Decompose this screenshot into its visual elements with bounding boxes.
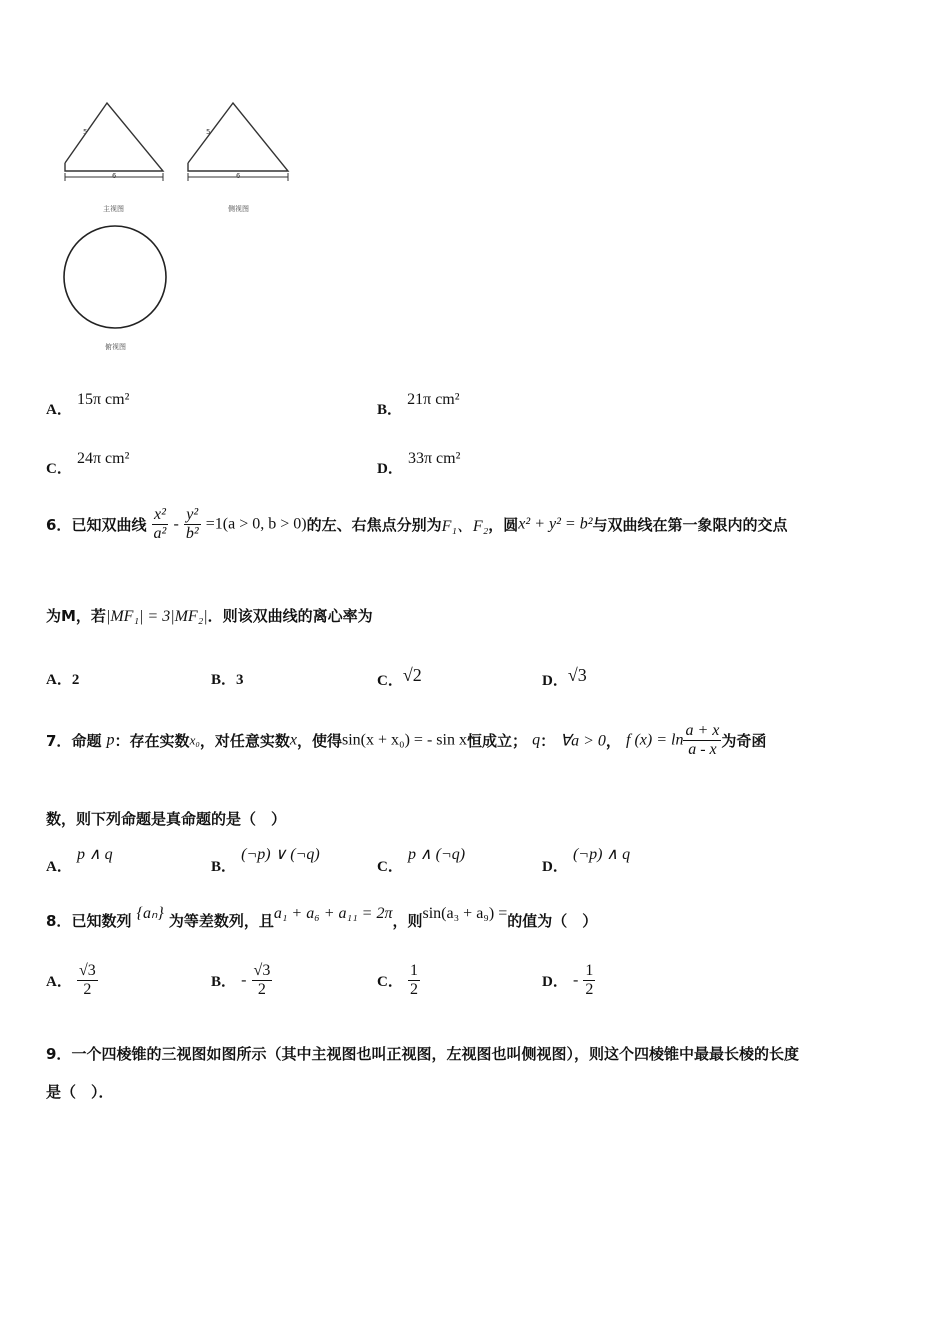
q6-number: 6．: [46, 516, 72, 534]
q6-circle: x² + y² = b²: [518, 515, 593, 533]
q5-option-d[interactable]: [377, 447, 461, 477]
q6-minus: -: [173, 515, 179, 533]
q8-option-b-num: √3: [253, 962, 271, 979]
front-view-caption: 主视图: [103, 205, 124, 213]
q7-text-8: 为奇函: [721, 732, 767, 750]
q5-option-a-value: 15π cm²: [76, 391, 130, 408]
q7-x: x: [289, 731, 297, 749]
q5-option-c-value: 24π cm²: [76, 450, 130, 467]
q7-text-5: 恒成立；: [466, 732, 527, 750]
q6-text-5: 为M，若: [46, 607, 106, 625]
top-view-circle: [64, 226, 166, 328]
q8-option-b-den: 2: [257, 981, 266, 998]
q6-text-2: 的左、右焦点分别为: [306, 516, 442, 534]
q6-text-4: 与双曲线在第一象限内的交点: [592, 516, 788, 534]
q7-text-1: 命题: [71, 732, 102, 750]
side-base-label: 6: [236, 172, 241, 180]
q6-option-c-label: C．: [377, 673, 403, 689]
q7-option-c-value: p ∧ (¬q): [407, 846, 466, 863]
q9-number: 9．: [46, 1045, 72, 1063]
q7-stem-line1: [46, 722, 916, 768]
q7-option-d[interactable]: [542, 843, 631, 875]
q6-option-d-label: D．: [542, 673, 568, 689]
q8-option-a-label: A．: [46, 974, 72, 990]
q6-text-3: ，圆: [488, 516, 519, 534]
q6-frac-x-num: x²: [152, 506, 169, 525]
q6-stem-line1: [46, 506, 916, 552]
q9-stem-line2: [46, 1081, 114, 1102]
q6-foci: F₁、F₂: [441, 518, 489, 535]
q7-option-b-value: (¬p) ∨ (¬q): [241, 846, 320, 863]
q7-option-a-value: p ∧ q: [76, 846, 113, 863]
q8-option-a[interactable]: [46, 962, 98, 999]
q7-option-c[interactable]: [377, 843, 466, 875]
q6-frac-y: [184, 506, 201, 543]
q7-option-d-value: (¬p) ∧ q: [572, 846, 631, 863]
q7-option-b-label: B．: [211, 859, 237, 875]
q7-text-2: ：存在实数: [114, 732, 190, 750]
q6-text-1: 已知双曲线: [71, 516, 147, 534]
q7-text-6: ：: [540, 732, 556, 750]
q6-option-a-value: 2: [71, 672, 80, 688]
q8-sequence: {aₙ}: [136, 905, 164, 922]
q7-f-num: a + x: [685, 722, 720, 739]
q7-option-a[interactable]: [46, 843, 113, 875]
q8-stem: [46, 902, 598, 930]
side-view-triangle: [188, 103, 288, 171]
q8-option-c-num: 1: [409, 962, 418, 979]
front-view-triangle: [65, 103, 163, 171]
q6-ratio-condition: |MF₁| = 3|MF₂|: [105, 608, 208, 625]
q8-option-d-label: D．: [542, 974, 568, 990]
q5-option-b-value: 21π cm²: [407, 391, 460, 408]
q7-text-7: ，: [605, 732, 621, 750]
q8-option-c-frac: [408, 962, 420, 999]
q6-frac-x: [152, 506, 169, 543]
q8-option-d-num: 1: [585, 962, 594, 979]
q6-text-6: ．则该双曲线的离心率为: [207, 607, 373, 625]
q7-number: 7．: [46, 732, 72, 750]
q6-option-b-value: 3: [236, 672, 244, 688]
q8-text-3: ，则: [392, 912, 423, 930]
q5-option-b-label: B．: [377, 402, 403, 418]
front-slant-label: 5: [83, 128, 88, 136]
q8-option-d[interactable]: [542, 962, 595, 999]
q8-option-a-num: √3: [78, 962, 96, 979]
side-slant-label: 5: [206, 128, 211, 136]
q7-x0: x₀: [189, 732, 200, 748]
q8-option-d-sign: -: [572, 971, 579, 989]
q7-option-b[interactable]: [211, 843, 320, 875]
q7-option-c-label: C．: [377, 859, 403, 875]
q8-option-c[interactable]: [377, 962, 420, 999]
q6-frac-x-den: a²: [153, 525, 167, 542]
q8-option-a-frac: [77, 962, 98, 999]
q5-option-b[interactable]: [377, 388, 460, 418]
q7-option-d-label: D．: [542, 859, 568, 875]
q7-text-3: ，对任意实数: [199, 732, 290, 750]
q6-option-d[interactable]: [542, 665, 587, 689]
q7-q: q: [532, 731, 541, 749]
q7-f-frac: [683, 722, 721, 759]
q5-option-c-label: C．: [46, 461, 72, 477]
q8-text-4: 的值为（ ）: [507, 912, 598, 930]
q7-p: p: [106, 731, 115, 749]
q7-text-4: ，使得: [296, 732, 342, 750]
q7-equation: sin(x + x₀) = - sin x: [342, 731, 467, 749]
q8-option-a-den: 2: [83, 981, 92, 998]
q5-option-c[interactable]: [46, 447, 130, 477]
q8-option-b-label: B．: [211, 974, 237, 990]
q7-f-den: a - x: [688, 741, 717, 758]
q6-option-b-label: B．: [211, 672, 237, 688]
q6-condition: =1(a > 0, b > 0): [205, 515, 307, 533]
q5-option-a[interactable]: [46, 388, 130, 418]
q8-option-b[interactable]: [211, 962, 272, 999]
q6-option-c-value: √2: [402, 665, 422, 685]
side-view-caption: 侧视图: [228, 205, 249, 213]
q8-option-b-sign: -: [241, 971, 247, 989]
q6-frac-y-den: b²: [185, 525, 199, 542]
q6-option-b[interactable]: [211, 668, 244, 689]
q8-text-1: 已知数列: [71, 912, 132, 930]
q8-option-b-frac: [252, 962, 273, 999]
q6-stem-line2: [46, 605, 373, 626]
q8-option-c-den: 2: [409, 981, 418, 998]
q6-option-c[interactable]: [377, 665, 422, 689]
q8-option-d-den: 2: [585, 981, 594, 998]
q6-option-d-value: √3: [567, 665, 587, 685]
q5-option-d-value: 33π cm²: [407, 450, 461, 467]
three-view-figure: [55, 95, 305, 360]
q7-option-a-label: A．: [46, 859, 72, 875]
q5-option-a-label: A．: [46, 402, 72, 418]
q7-forall: ∀a > 0: [560, 732, 606, 750]
q7-text-9: 数，则下列命题是真命题的是（ ）: [46, 810, 287, 828]
three-view-drawing: [55, 95, 305, 360]
q8-expression: sin(a₃ + a₉) =: [422, 905, 508, 922]
top-view-caption: 俯视图: [105, 343, 126, 351]
q7-stem-line2: [46, 808, 286, 829]
q8-equation: a₁ + a₆ + a₁₁ = 2π: [273, 905, 393, 922]
q6-option-a-label: A．: [46, 672, 72, 688]
q8-option-c-label: C．: [377, 974, 403, 990]
q8-number: 8．: [46, 912, 72, 930]
q9-stem-line1: [46, 1043, 799, 1064]
q9-text-2: 是（ ）．: [46, 1083, 114, 1101]
q7-f-lhs: f (x) = ln: [626, 731, 684, 749]
front-base-label: 6: [112, 172, 117, 180]
q6-frac-y-num: y²: [184, 506, 201, 525]
q6-option-a[interactable]: [46, 668, 79, 689]
q9-text-1: 一个四棱锥的三视图如图所示（其中主视图也叫正视图，左视图也叫侧视图），则这个四棱锥中最最长棱的长度: [71, 1045, 799, 1063]
q5-option-d-label: D．: [377, 461, 403, 477]
q8-text-2: 为等差数列，且: [168, 912, 274, 930]
q8-option-d-frac: [583, 962, 595, 999]
